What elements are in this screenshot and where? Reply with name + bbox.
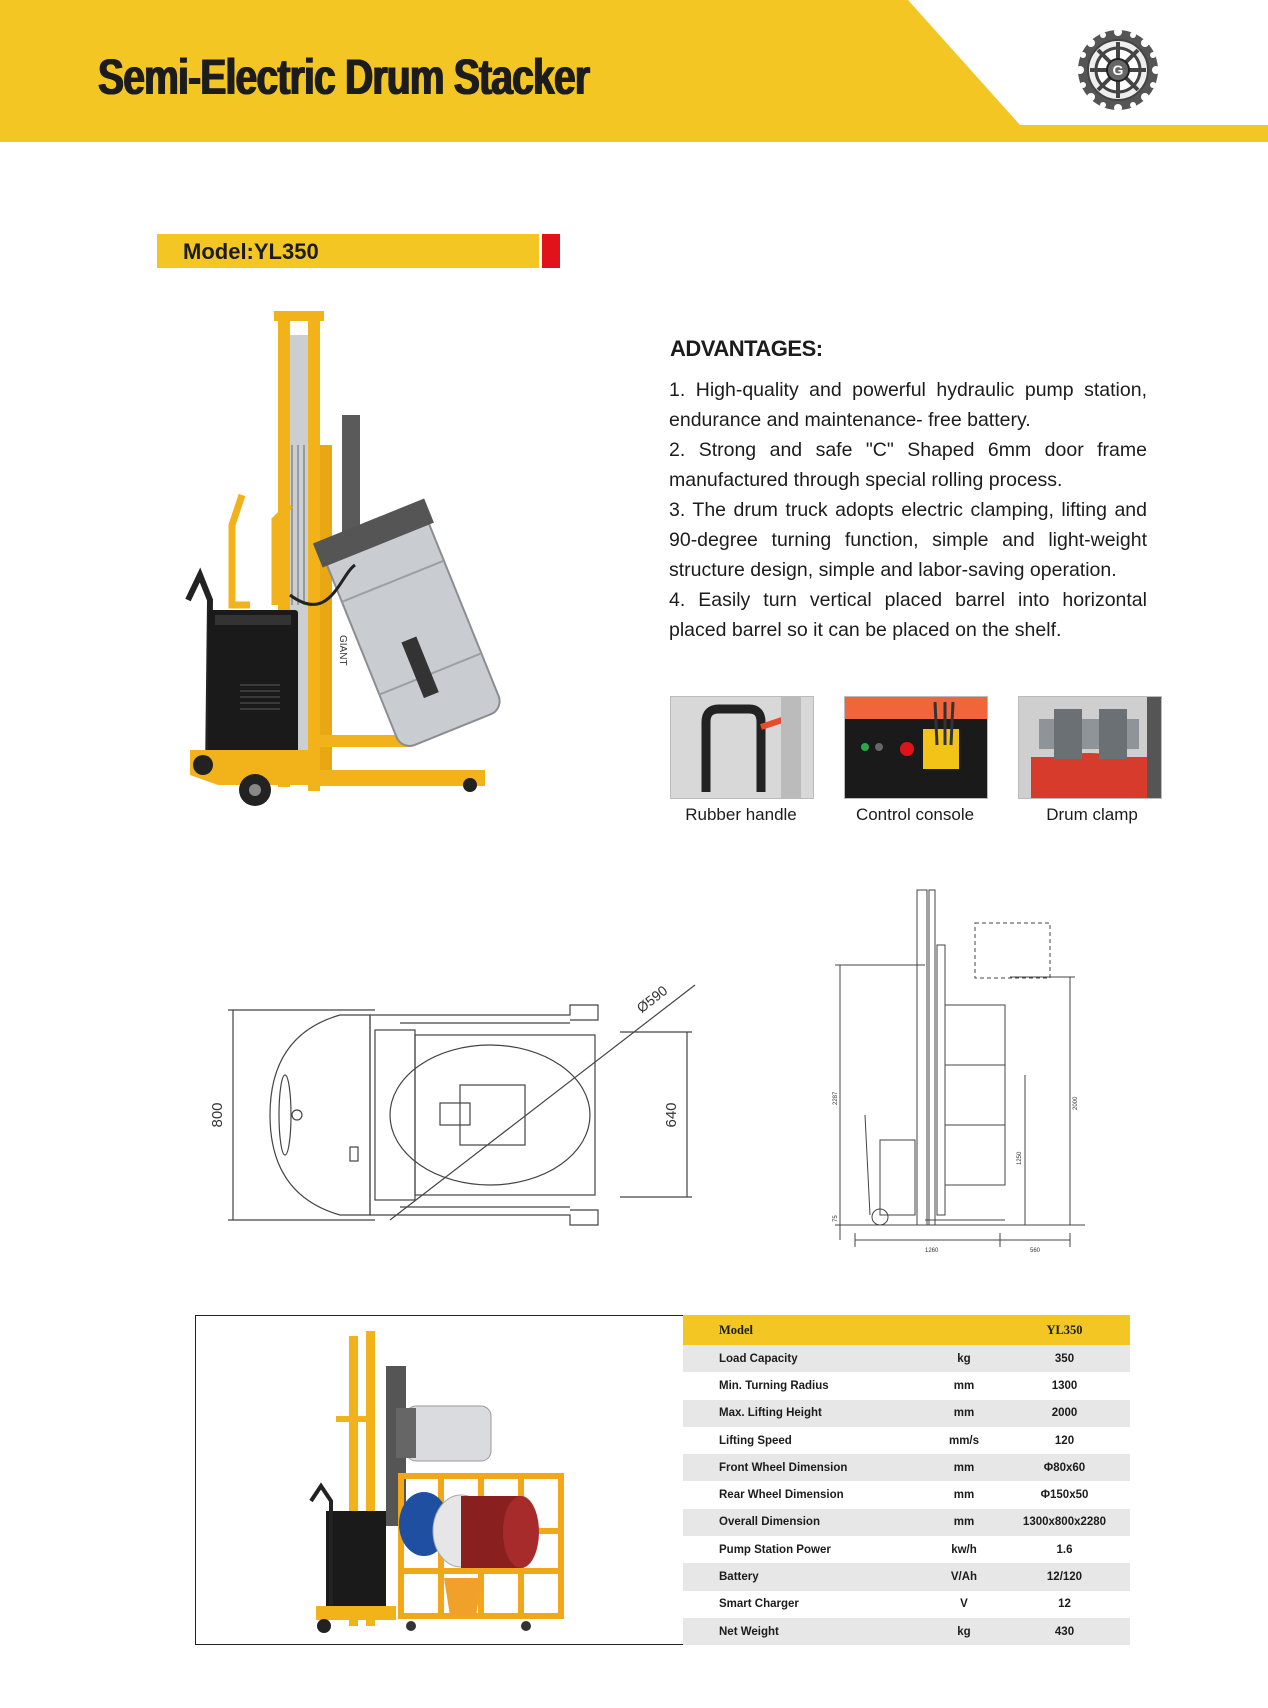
drum-stacker-product-image (170, 305, 510, 885)
advantage-item: 3. The drum truck adopts electric clamping, lifting and 90-degree turning function, simple and light-weight structure design, simple and labor-saving operation. (669, 499, 1147, 581)
spec-unit: mm (929, 1372, 999, 1399)
spec-param: Smart Charger (683, 1591, 929, 1618)
svg-text:2287: 2287 (833, 1091, 839, 1105)
spec-header-param: Model (683, 1315, 929, 1345)
page-title: Semi-Electric Drum Stacker (98, 49, 590, 105)
advantage-item: 2. Strong and safe "C" Shaped 6mm door frame manufactured through special rolling process. (669, 439, 1147, 491)
spec-header-row (683, 1315, 1130, 1345)
spec-value: 12 (999, 1591, 1130, 1618)
spec-unit: mm (929, 1481, 999, 1508)
spec-value: Φ80x60 (999, 1454, 1130, 1481)
spec-param: Net Weight (683, 1618, 929, 1645)
spec-param: Rear Wheel Dimension (683, 1481, 929, 1508)
spec-value: 1300x800x2280 (999, 1509, 1130, 1536)
spec-value: 1300 (999, 1372, 1130, 1399)
spec-param: Pump Station Power (683, 1536, 929, 1563)
table-row (683, 1400, 1130, 1427)
side-view-drawing (825, 885, 1095, 1255)
svg-text:560: 560 (1030, 1248, 1041, 1254)
spec-value: 430 (999, 1618, 1130, 1645)
spec-table (683, 1315, 1130, 1645)
model-label: Model:YL350 (183, 239, 319, 264)
svg-text:640: 640 (663, 1102, 680, 1128)
spec-unit: kw/h (929, 1536, 999, 1563)
top-view-drawing (200, 975, 710, 1235)
advantage-item: 1. High-quality and powerful hydraulic pump station, endurance and maintenance- free battery. (669, 379, 1147, 431)
table-row (683, 1563, 1130, 1590)
spec-unit: mm (929, 1509, 999, 1536)
svg-text:1260: 1260 (925, 1248, 939, 1254)
spec-unit: mm (929, 1400, 999, 1427)
feature-label: Control console (855, 805, 975, 824)
table-row (683, 1454, 1130, 1481)
spec-value: Φ150x50 (999, 1481, 1130, 1508)
spec-value: 2000 (999, 1400, 1130, 1427)
svg-text:GIANT: GIANT (337, 635, 348, 666)
svg-text:G: G (1112, 62, 1124, 78)
spec-value: 120 (999, 1427, 1130, 1454)
svg-text:800: 800 (209, 1102, 226, 1128)
spec-param: Overall Dimension (683, 1509, 929, 1536)
table-row (683, 1481, 1130, 1508)
advantage-item: 4. Easily turn vertical placed barrel into horizontal placed barrel so it can be placed on the shelf. (669, 589, 1147, 641)
spec-param: Battery (683, 1563, 929, 1590)
spec-unit: kg (929, 1618, 999, 1645)
control-console-image (844, 696, 988, 799)
drum-rack-photo (195, 1315, 685, 1645)
table-row (683, 1618, 1130, 1645)
spec-unit: kg (929, 1345, 999, 1372)
advantages-title: ADVANTAGES: (670, 336, 823, 361)
spec-param: Max. Lifting Height (683, 1400, 929, 1427)
spec-param: Lifting Speed (683, 1427, 929, 1454)
svg-text:2000: 2000 (1073, 1096, 1079, 1110)
table-row (683, 1345, 1130, 1372)
feature-label: Rubber handle (685, 805, 797, 824)
svg-text:1250: 1250 (1017, 1151, 1023, 1165)
spec-header-unit (929, 1315, 999, 1345)
table-row (683, 1509, 1130, 1536)
spec-param: Min. Turning Radius (683, 1372, 929, 1399)
spec-unit: V (929, 1591, 999, 1618)
spec-value: 12/120 (999, 1563, 1130, 1590)
spec-header-value: YL350 (999, 1315, 1130, 1345)
table-row (683, 1427, 1130, 1454)
model-bar-accent (542, 234, 560, 268)
drum-clamp-image (1018, 696, 1162, 799)
spec-value: 350 (999, 1345, 1130, 1372)
svg-text:Ø590: Ø590 (633, 982, 671, 1016)
feature-label: Drum clamp (1046, 805, 1138, 824)
advantages-list (669, 375, 1147, 645)
rubber-handle-image (670, 696, 814, 799)
svg-text:75: 75 (833, 1215, 839, 1222)
table-row (683, 1372, 1130, 1399)
giant-gear-logo-icon (1072, 24, 1164, 116)
spec-unit: V/Ah (929, 1563, 999, 1590)
spec-unit: mm/s (929, 1427, 999, 1454)
spec-value: 1.6 (999, 1536, 1130, 1563)
spec-param: Front Wheel Dimension (683, 1454, 929, 1481)
table-row (683, 1591, 1130, 1618)
spec-param: Load Capacity (683, 1345, 929, 1372)
table-row (683, 1536, 1130, 1563)
spec-unit: mm (929, 1454, 999, 1481)
